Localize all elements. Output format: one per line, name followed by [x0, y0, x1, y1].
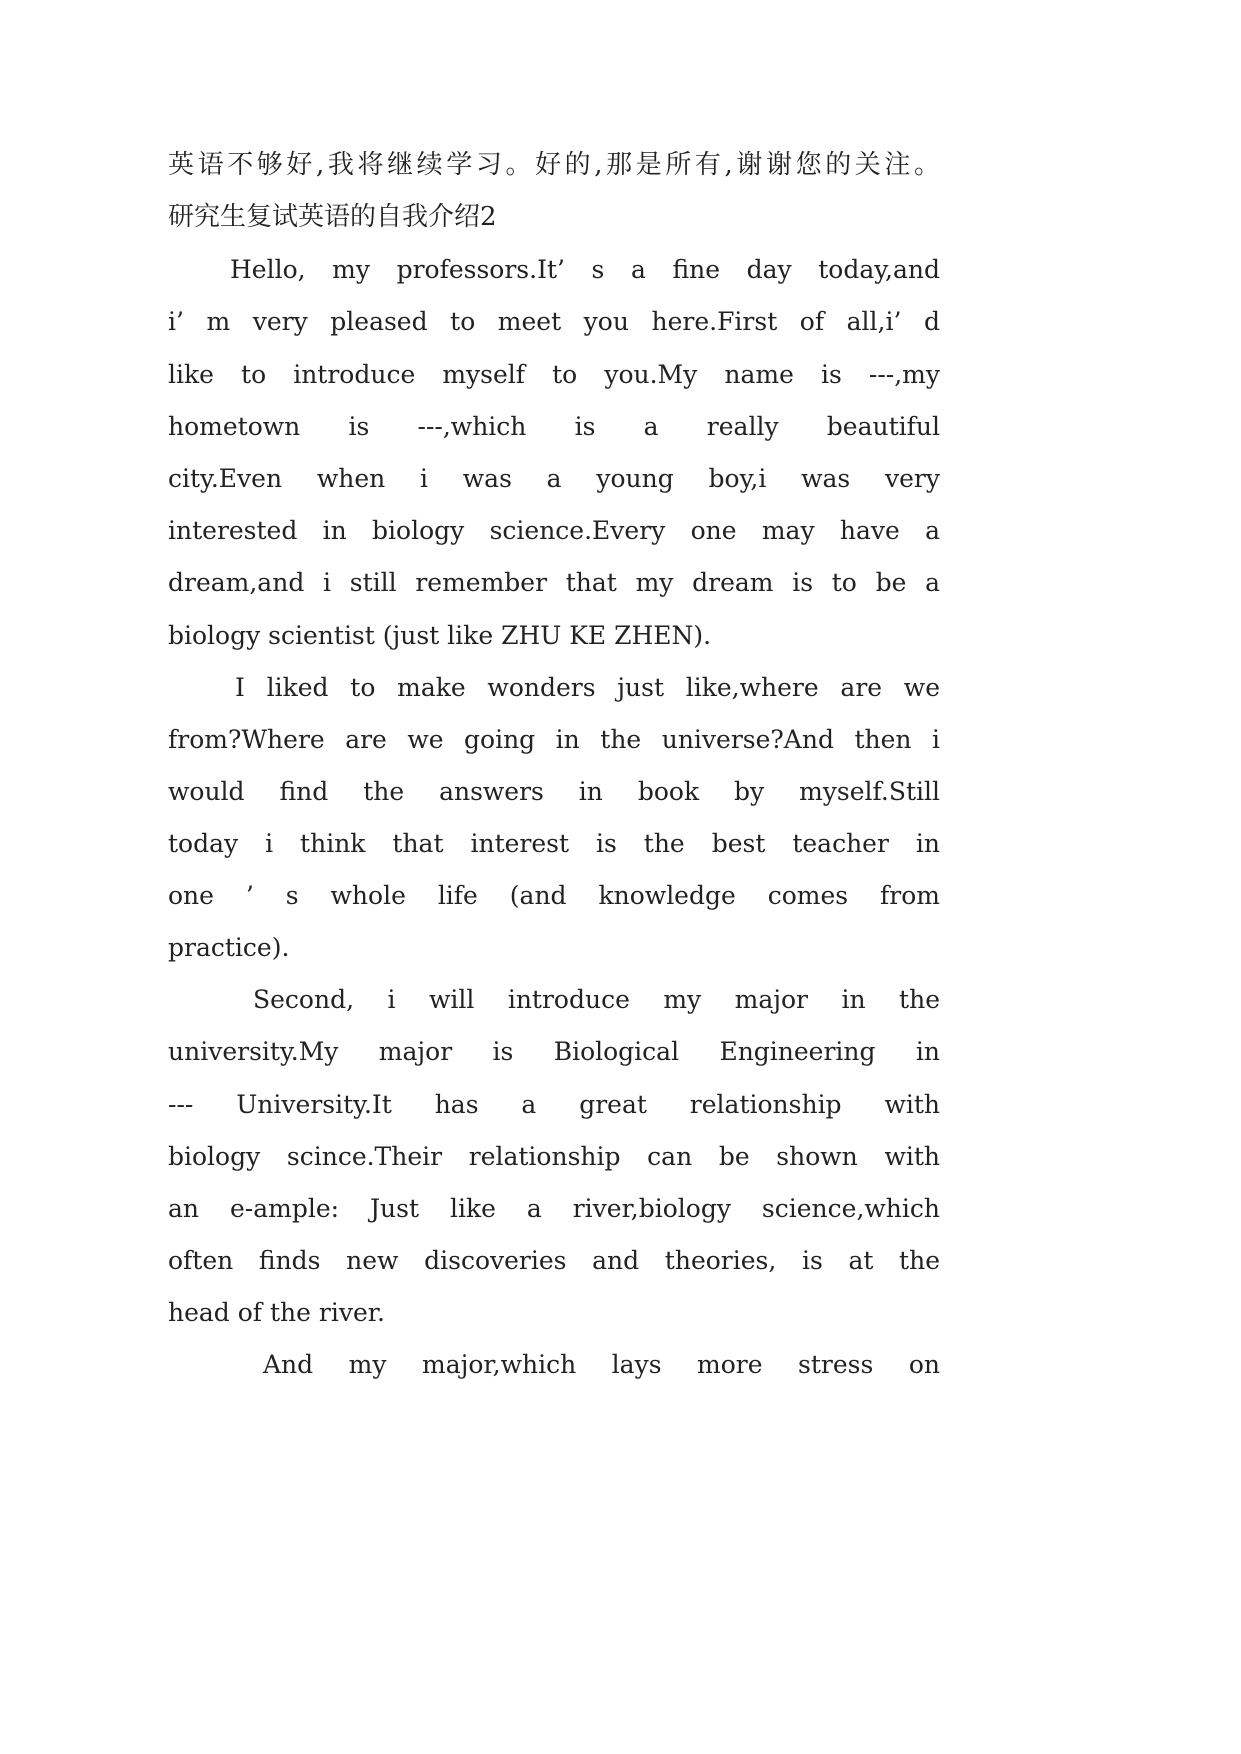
- text-line: today i think that interest is the best teacher in: [168, 829, 940, 858]
- text-line: hometown is ---,which is a really beautiful: [168, 412, 940, 441]
- text-line: biology scince.Their relationship can be shown with: [168, 1142, 940, 1171]
- text-line: interested in biology science.Every one may have a: [168, 516, 940, 545]
- text-line: Hello, my professors.It’ s a fine day today,and: [230, 255, 940, 284]
- text-line: --- University.It has a great relationship with: [168, 1090, 940, 1119]
- text-line: would find the answers in book by myself.Still: [168, 777, 940, 806]
- text-line: often finds new discoveries and theories, is at the: [168, 1246, 940, 1275]
- text-line: biology scientist (just like ZHU KE ZHEN).: [168, 621, 712, 650]
- text-line: Second, i will introduce my major in the: [253, 985, 940, 1014]
- text-line: university.My major is Biological Engineering in: [168, 1037, 940, 1066]
- text-line: 英语不够好,我将继续学习。好的,那是所有,谢谢您的关注。: [168, 150, 940, 180]
- text-line: practice).: [168, 933, 290, 962]
- text-line: i’ m very pleased to meet you here.First of all,i’ d: [168, 307, 940, 336]
- text-line: And my major,which lays more stress on: [263, 1350, 940, 1379]
- text-line: one ’ s whole life (and knowledge comes from: [168, 881, 940, 910]
- text-line: head of the river.: [168, 1298, 385, 1327]
- text-line: dream,and i still remember that my dream is to be a: [168, 568, 940, 597]
- text-line: like to introduce myself to you.My name is ---,my: [168, 360, 940, 389]
- section-heading: 研究生复试英语的自我介绍2: [168, 202, 497, 232]
- text-line: an e-ample: Just like a river,biology science,which: [168, 1194, 940, 1223]
- text-line: from?Where are we going in the universe?And then i: [168, 725, 940, 754]
- text-line: I liked to make wonders just like,where are we: [235, 673, 940, 702]
- text-line: city.Even when i was a young boy,i was very: [168, 464, 940, 493]
